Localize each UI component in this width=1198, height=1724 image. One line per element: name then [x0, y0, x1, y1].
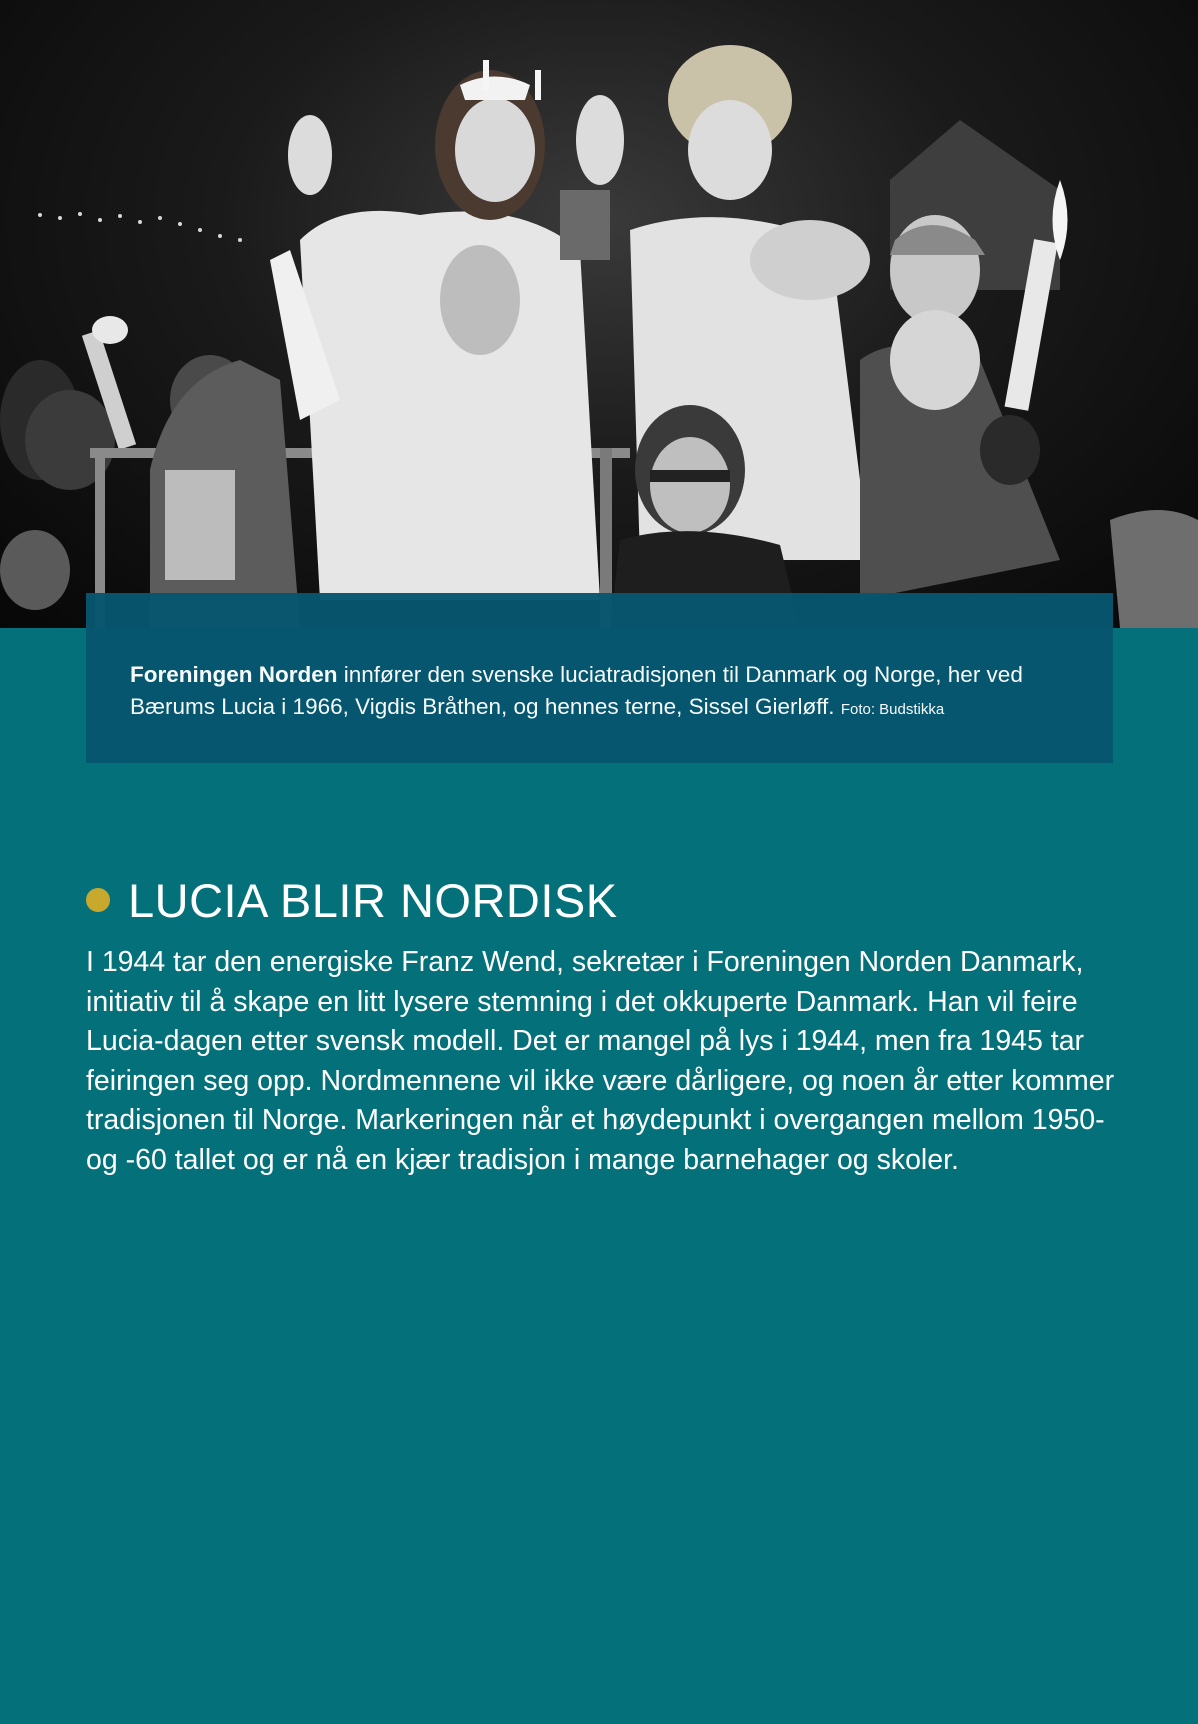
- section-heading: [86, 870, 618, 930]
- photo-caption-box: [86, 593, 1113, 763]
- caption-bold-lead: Foreningen Norden: [130, 662, 338, 687]
- section-title: LUCIA BLIR NORDISK: [128, 873, 618, 927]
- photo-icon: [0, 0, 1198, 628]
- lucia-procession-photo: [0, 0, 1198, 628]
- photo-caption: [130, 659, 1080, 726]
- photo-credit: Foto: Budstikka: [840, 701, 945, 718]
- section-body: I 1944 tar den energiske Franz Wend, sekretær i Foreningen Norden Danmark, initiativ til å skape en litt lysere stemning i det okkuperte Danmark. Han vil feire Lucia-dagen etter svensk modell. Det er mangel på lys i 1944, men fra 1945 tar feiringen seg opp. Nordmennene vil ikke være dårligere, og noen år etter kommer tradisjonen til Norge. Markeringen når et høydepunkt i overgangen mellom 1950- og -60 tallet og er nå en kjær tradisjon i mange barnehager og skoler.: [86, 946, 1115, 1176]
- caption-text: innfører den svenske luciatradisjonen til Danmark og Norge, her ved Bærums Lucia i 1966, Vigdis Bråthen, og hennes terne, Sissel Gierløff.: [130, 662, 1023, 719]
- bullet-icon: [86, 888, 110, 912]
